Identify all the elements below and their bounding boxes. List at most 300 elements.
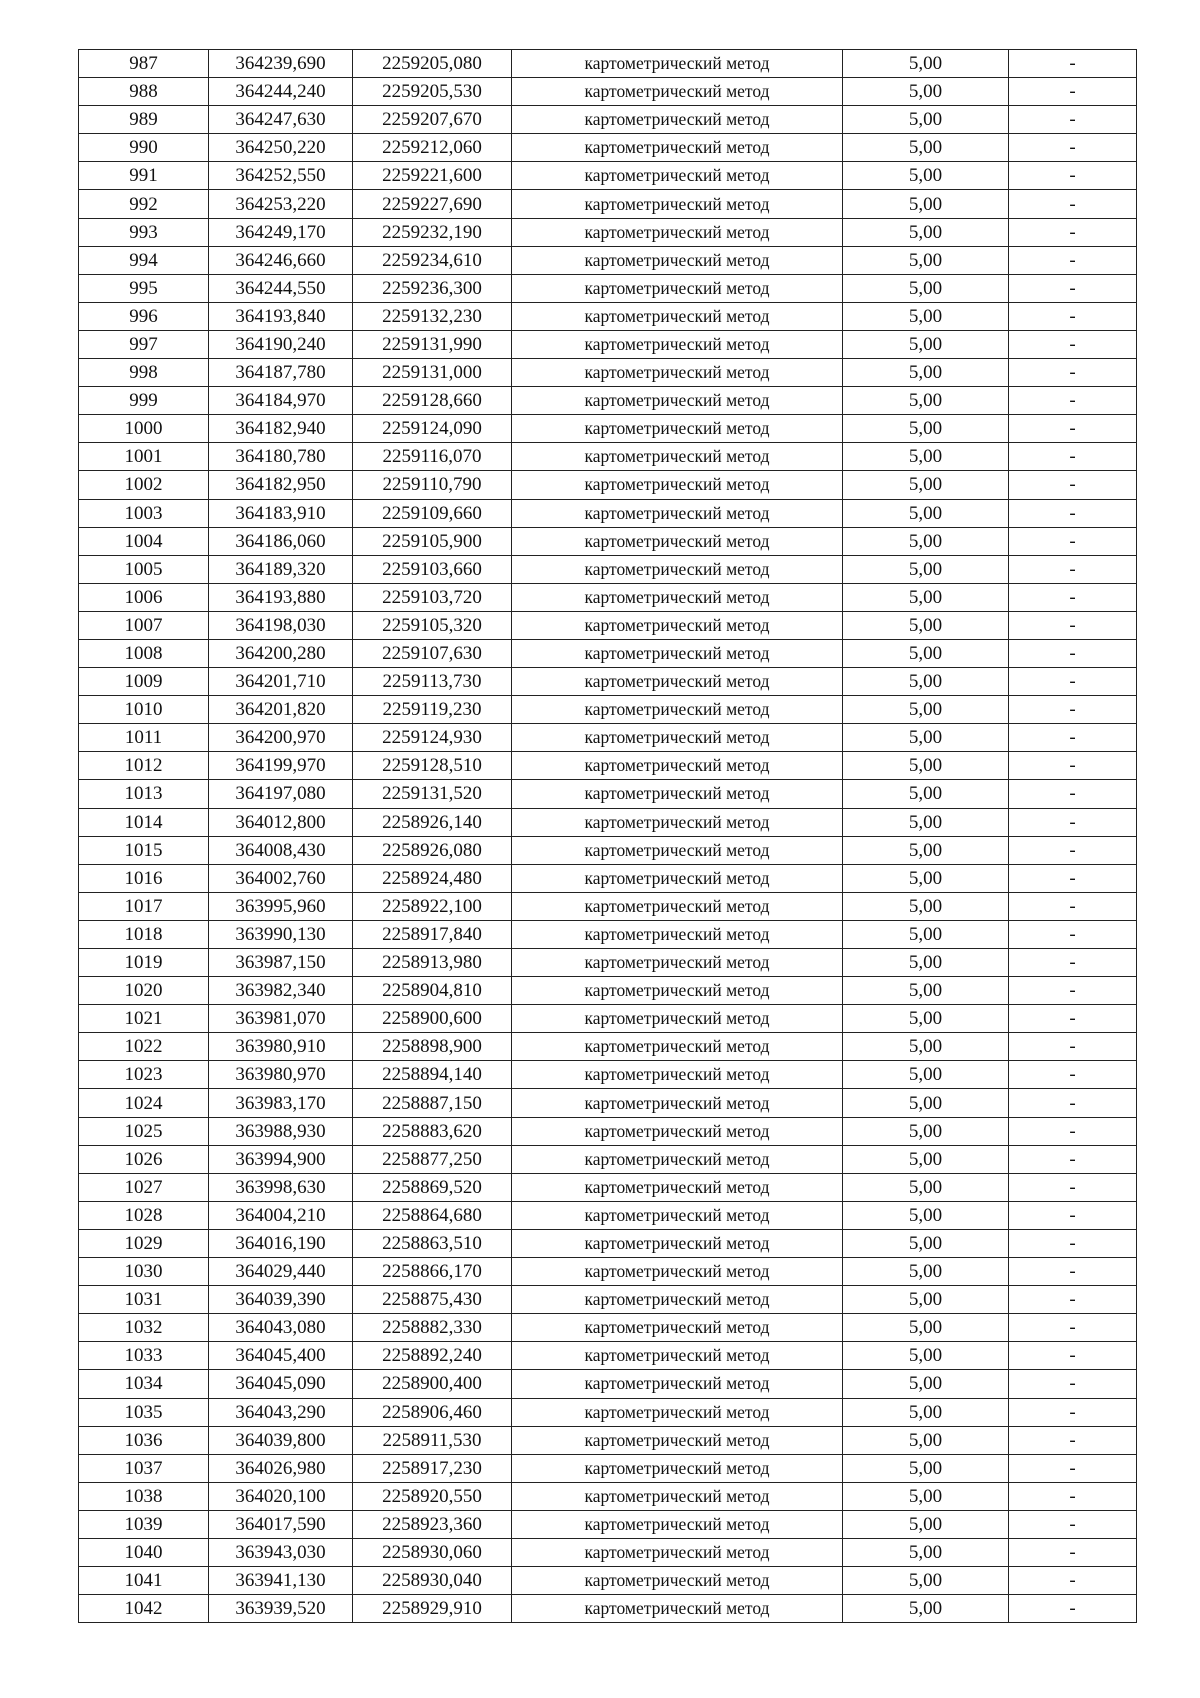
- table-row: [79, 1454, 1137, 1482]
- point-number-cell: 993: [79, 218, 209, 246]
- method-cell: картометрический метод: [512, 836, 843, 864]
- accuracy-cell: 5,00: [843, 752, 1009, 780]
- x-coordinate-cell: 363988,930: [209, 1117, 353, 1145]
- description-cell: -: [1009, 1033, 1137, 1061]
- table-row: [79, 864, 1137, 892]
- y-coordinate-cell: 2258926,080: [353, 836, 512, 864]
- accuracy-cell: 5,00: [843, 668, 1009, 696]
- y-coordinate-cell: 2258930,040: [353, 1567, 512, 1595]
- method-cell: картометрический метод: [512, 134, 843, 162]
- point-number-cell: 1009: [79, 668, 209, 696]
- x-coordinate-cell: 364247,630: [209, 106, 353, 134]
- accuracy-cell: 5,00: [843, 1286, 1009, 1314]
- method-cell: картометрический метод: [512, 527, 843, 555]
- point-number-cell: 1002: [79, 471, 209, 499]
- table-row: [79, 1061, 1137, 1089]
- table-row: [79, 1538, 1137, 1566]
- x-coordinate-cell: 364200,970: [209, 724, 353, 752]
- point-number-cell: 1014: [79, 808, 209, 836]
- y-coordinate-cell: 2258917,230: [353, 1454, 512, 1482]
- accuracy-cell: 5,00: [843, 162, 1009, 190]
- x-coordinate-cell: 364184,970: [209, 387, 353, 415]
- accuracy-cell: 5,00: [843, 1117, 1009, 1145]
- method-cell: картометрический метод: [512, 949, 843, 977]
- point-number-cell: 990: [79, 134, 209, 162]
- description-cell: -: [1009, 696, 1137, 724]
- table-row: [79, 218, 1137, 246]
- description-cell: -: [1009, 611, 1137, 639]
- x-coordinate-cell: 363939,520: [209, 1595, 353, 1623]
- point-number-cell: 1024: [79, 1089, 209, 1117]
- y-coordinate-cell: 2259128,510: [353, 752, 512, 780]
- method-cell: картометрический метод: [512, 668, 843, 696]
- description-cell: -: [1009, 639, 1137, 667]
- point-number-cell: 1032: [79, 1314, 209, 1342]
- description-cell: -: [1009, 949, 1137, 977]
- y-coordinate-cell: 2259109,660: [353, 499, 512, 527]
- table-row: [79, 162, 1137, 190]
- method-cell: картометрический метод: [512, 583, 843, 611]
- x-coordinate-cell: 364182,940: [209, 415, 353, 443]
- y-coordinate-cell: 2259107,630: [353, 639, 512, 667]
- method-cell: картометрический метод: [512, 920, 843, 948]
- y-coordinate-cell: 2259103,720: [353, 583, 512, 611]
- table-row: [79, 443, 1137, 471]
- table-row: [79, 611, 1137, 639]
- accuracy-cell: 5,00: [843, 836, 1009, 864]
- accuracy-cell: 5,00: [843, 50, 1009, 78]
- y-coordinate-cell: 2259236,300: [353, 274, 512, 302]
- accuracy-cell: 5,00: [843, 780, 1009, 808]
- y-coordinate-cell: 2259131,520: [353, 780, 512, 808]
- method-cell: картометрический метод: [512, 106, 843, 134]
- y-coordinate-cell: 2258913,980: [353, 949, 512, 977]
- table-row: [79, 696, 1137, 724]
- point-number-cell: 999: [79, 387, 209, 415]
- accuracy-cell: 5,00: [843, 190, 1009, 218]
- description-cell: -: [1009, 218, 1137, 246]
- x-coordinate-cell: 364249,170: [209, 218, 353, 246]
- method-cell: картометрический метод: [512, 1201, 843, 1229]
- y-coordinate-cell: 2258887,150: [353, 1089, 512, 1117]
- x-coordinate-cell: 364193,840: [209, 302, 353, 330]
- y-coordinate-cell: 2258920,550: [353, 1482, 512, 1510]
- x-coordinate-cell: 364186,060: [209, 527, 353, 555]
- x-coordinate-cell: 364246,660: [209, 246, 353, 274]
- accuracy-cell: 5,00: [843, 415, 1009, 443]
- description-cell: -: [1009, 387, 1137, 415]
- point-number-cell: 1034: [79, 1370, 209, 1398]
- accuracy-cell: 5,00: [843, 1454, 1009, 1482]
- method-cell: картометрический метод: [512, 1398, 843, 1426]
- description-cell: -: [1009, 162, 1137, 190]
- coordinates-table-body: [79, 50, 1137, 1623]
- table-row: [79, 1510, 1137, 1538]
- description-cell: -: [1009, 471, 1137, 499]
- method-cell: картометрический метод: [512, 50, 843, 78]
- point-number-cell: 995: [79, 274, 209, 302]
- y-coordinate-cell: 2258926,140: [353, 808, 512, 836]
- point-number-cell: 1019: [79, 949, 209, 977]
- point-number-cell: 997: [79, 330, 209, 358]
- x-coordinate-cell: 364008,430: [209, 836, 353, 864]
- table-row: [79, 752, 1137, 780]
- table-row: [79, 471, 1137, 499]
- table-row: [79, 1595, 1137, 1623]
- y-coordinate-cell: 2258930,060: [353, 1538, 512, 1566]
- point-number-cell: 1031: [79, 1286, 209, 1314]
- y-coordinate-cell: 2258922,100: [353, 892, 512, 920]
- accuracy-cell: 5,00: [843, 1567, 1009, 1595]
- description-cell: -: [1009, 359, 1137, 387]
- accuracy-cell: 5,00: [843, 1482, 1009, 1510]
- point-number-cell: 1004: [79, 527, 209, 555]
- description-cell: -: [1009, 1482, 1137, 1510]
- accuracy-cell: 5,00: [843, 106, 1009, 134]
- description-cell: -: [1009, 1538, 1137, 1566]
- method-cell: картометрический метод: [512, 443, 843, 471]
- table-row: [79, 106, 1137, 134]
- y-coordinate-cell: 2259132,230: [353, 302, 512, 330]
- point-number-cell: 1013: [79, 780, 209, 808]
- method-cell: картометрический метод: [512, 190, 843, 218]
- description-cell: -: [1009, 1229, 1137, 1257]
- y-coordinate-cell: 2258875,430: [353, 1286, 512, 1314]
- description-cell: -: [1009, 499, 1137, 527]
- point-number-cell: 1021: [79, 1005, 209, 1033]
- accuracy-cell: 5,00: [843, 1258, 1009, 1286]
- accuracy-cell: 5,00: [843, 1314, 1009, 1342]
- accuracy-cell: 5,00: [843, 443, 1009, 471]
- table-row: [79, 1089, 1137, 1117]
- method-cell: картометрический метод: [512, 1145, 843, 1173]
- accuracy-cell: 5,00: [843, 330, 1009, 358]
- table-row: [79, 1005, 1137, 1033]
- accuracy-cell: 5,00: [843, 1426, 1009, 1454]
- point-number-cell: 1025: [79, 1117, 209, 1145]
- table-row: [79, 892, 1137, 920]
- x-coordinate-cell: 364180,780: [209, 443, 353, 471]
- point-number-cell: 1035: [79, 1398, 209, 1426]
- y-coordinate-cell: 2259131,000: [353, 359, 512, 387]
- accuracy-cell: 5,00: [843, 1145, 1009, 1173]
- method-cell: картометрический метод: [512, 1286, 843, 1314]
- method-cell: картометрический метод: [512, 415, 843, 443]
- x-coordinate-cell: 364197,080: [209, 780, 353, 808]
- table-row: [79, 1398, 1137, 1426]
- description-cell: -: [1009, 1567, 1137, 1595]
- point-number-cell: 992: [79, 190, 209, 218]
- accuracy-cell: 5,00: [843, 302, 1009, 330]
- accuracy-cell: 5,00: [843, 1538, 1009, 1566]
- y-coordinate-cell: 2258869,520: [353, 1173, 512, 1201]
- x-coordinate-cell: 364250,220: [209, 134, 353, 162]
- description-cell: -: [1009, 1173, 1137, 1201]
- description-cell: -: [1009, 50, 1137, 78]
- y-coordinate-cell: 2259131,990: [353, 330, 512, 358]
- table-row: [79, 639, 1137, 667]
- x-coordinate-cell: 364189,320: [209, 555, 353, 583]
- x-coordinate-cell: 364182,950: [209, 471, 353, 499]
- accuracy-cell: 5,00: [843, 387, 1009, 415]
- accuracy-cell: 5,00: [843, 639, 1009, 667]
- description-cell: -: [1009, 302, 1137, 330]
- x-coordinate-cell: 363982,340: [209, 977, 353, 1005]
- accuracy-cell: 5,00: [843, 611, 1009, 639]
- table-row: [79, 1342, 1137, 1370]
- description-cell: -: [1009, 1286, 1137, 1314]
- y-coordinate-cell: 2258898,900: [353, 1033, 512, 1061]
- description-cell: -: [1009, 106, 1137, 134]
- point-number-cell: 1012: [79, 752, 209, 780]
- point-number-cell: 1000: [79, 415, 209, 443]
- x-coordinate-cell: 364039,800: [209, 1426, 353, 1454]
- method-cell: картометрический метод: [512, 1258, 843, 1286]
- table-row: [79, 583, 1137, 611]
- accuracy-cell: 5,00: [843, 977, 1009, 1005]
- x-coordinate-cell: 364244,240: [209, 78, 353, 106]
- x-coordinate-cell: 364020,100: [209, 1482, 353, 1510]
- table-row: [79, 1201, 1137, 1229]
- table-row: [79, 808, 1137, 836]
- point-number-cell: 1030: [79, 1258, 209, 1286]
- y-coordinate-cell: 2258917,840: [353, 920, 512, 948]
- y-coordinate-cell: 2258924,480: [353, 864, 512, 892]
- point-number-cell: 1040: [79, 1538, 209, 1566]
- description-cell: -: [1009, 808, 1137, 836]
- point-number-cell: 1001: [79, 443, 209, 471]
- x-coordinate-cell: 363983,170: [209, 1089, 353, 1117]
- description-cell: -: [1009, 977, 1137, 1005]
- table-row: [79, 1314, 1137, 1342]
- point-number-cell: 1003: [79, 499, 209, 527]
- method-cell: картометрический метод: [512, 246, 843, 274]
- y-coordinate-cell: 2258923,360: [353, 1510, 512, 1538]
- point-number-cell: 1017: [79, 892, 209, 920]
- method-cell: картометрический метод: [512, 1089, 843, 1117]
- point-number-cell: 1011: [79, 724, 209, 752]
- y-coordinate-cell: 2258882,330: [353, 1314, 512, 1342]
- y-coordinate-cell: 2259205,530: [353, 78, 512, 106]
- method-cell: картометрический метод: [512, 1567, 843, 1595]
- y-coordinate-cell: 2259234,610: [353, 246, 512, 274]
- point-number-cell: 1042: [79, 1595, 209, 1623]
- method-cell: картометрический метод: [512, 1173, 843, 1201]
- point-number-cell: 989: [79, 106, 209, 134]
- accuracy-cell: 5,00: [843, 78, 1009, 106]
- table-row: [79, 920, 1137, 948]
- description-cell: -: [1009, 668, 1137, 696]
- x-coordinate-cell: 364045,090: [209, 1370, 353, 1398]
- method-cell: картометрический метод: [512, 611, 843, 639]
- accuracy-cell: 5,00: [843, 555, 1009, 583]
- description-cell: -: [1009, 1089, 1137, 1117]
- x-coordinate-cell: 364193,880: [209, 583, 353, 611]
- accuracy-cell: 5,00: [843, 274, 1009, 302]
- method-cell: картометрический метод: [512, 387, 843, 415]
- method-cell: картометрический метод: [512, 1510, 843, 1538]
- description-cell: -: [1009, 724, 1137, 752]
- method-cell: картометрический метод: [512, 1342, 843, 1370]
- table-row: [79, 1426, 1137, 1454]
- method-cell: картометрический метод: [512, 499, 843, 527]
- table-row: [79, 190, 1137, 218]
- point-number-cell: 1041: [79, 1567, 209, 1595]
- description-cell: -: [1009, 527, 1137, 555]
- y-coordinate-cell: 2259128,660: [353, 387, 512, 415]
- method-cell: картометрический метод: [512, 1454, 843, 1482]
- x-coordinate-cell: 363941,130: [209, 1567, 353, 1595]
- accuracy-cell: 5,00: [843, 1033, 1009, 1061]
- description-cell: -: [1009, 864, 1137, 892]
- x-coordinate-cell: 364244,550: [209, 274, 353, 302]
- method-cell: картометрический метод: [512, 330, 843, 358]
- description-cell: -: [1009, 1370, 1137, 1398]
- table-row: [79, 1033, 1137, 1061]
- y-coordinate-cell: 2259227,690: [353, 190, 512, 218]
- point-number-cell: 987: [79, 50, 209, 78]
- point-number-cell: 1008: [79, 639, 209, 667]
- y-coordinate-cell: 2259113,730: [353, 668, 512, 696]
- description-cell: -: [1009, 246, 1137, 274]
- method-cell: картометрический метод: [512, 1314, 843, 1342]
- method-cell: картометрический метод: [512, 808, 843, 836]
- method-cell: картометрический метод: [512, 1538, 843, 1566]
- x-coordinate-cell: 364043,290: [209, 1398, 353, 1426]
- point-number-cell: 1027: [79, 1173, 209, 1201]
- y-coordinate-cell: 2258864,680: [353, 1201, 512, 1229]
- accuracy-cell: 5,00: [843, 499, 1009, 527]
- method-cell: картометрический метод: [512, 162, 843, 190]
- y-coordinate-cell: 2258877,250: [353, 1145, 512, 1173]
- y-coordinate-cell: 2258883,620: [353, 1117, 512, 1145]
- point-number-cell: 1037: [79, 1454, 209, 1482]
- x-coordinate-cell: 363980,910: [209, 1033, 353, 1061]
- method-cell: картометрический метод: [512, 639, 843, 667]
- method-cell: картометрический метод: [512, 1005, 843, 1033]
- x-coordinate-cell: 363994,900: [209, 1145, 353, 1173]
- x-coordinate-cell: 364045,400: [209, 1342, 353, 1370]
- table-row: [79, 1482, 1137, 1510]
- accuracy-cell: 5,00: [843, 1510, 1009, 1538]
- y-coordinate-cell: 2259119,230: [353, 696, 512, 724]
- x-coordinate-cell: 364187,780: [209, 359, 353, 387]
- point-number-cell: 1018: [79, 920, 209, 948]
- y-coordinate-cell: 2258929,910: [353, 1595, 512, 1623]
- point-number-cell: 1006: [79, 583, 209, 611]
- accuracy-cell: 5,00: [843, 1595, 1009, 1623]
- accuracy-cell: 5,00: [843, 696, 1009, 724]
- table-row: [79, 949, 1137, 977]
- table-row: [79, 1145, 1137, 1173]
- description-cell: -: [1009, 1426, 1137, 1454]
- accuracy-cell: 5,00: [843, 920, 1009, 948]
- x-coordinate-cell: 364017,590: [209, 1510, 353, 1538]
- x-coordinate-cell: 364201,710: [209, 668, 353, 696]
- table-row: [79, 836, 1137, 864]
- method-cell: картометрический метод: [512, 1595, 843, 1623]
- method-cell: картометрический метод: [512, 724, 843, 752]
- description-cell: -: [1009, 920, 1137, 948]
- description-cell: -: [1009, 415, 1137, 443]
- method-cell: картометрический метод: [512, 1426, 843, 1454]
- accuracy-cell: 5,00: [843, 892, 1009, 920]
- x-coordinate-cell: 364201,820: [209, 696, 353, 724]
- method-cell: картометрический метод: [512, 218, 843, 246]
- y-coordinate-cell: 2259124,930: [353, 724, 512, 752]
- coordinates-table: [78, 49, 1137, 1623]
- accuracy-cell: 5,00: [843, 1398, 1009, 1426]
- method-cell: картометрический метод: [512, 752, 843, 780]
- y-coordinate-cell: 2259103,660: [353, 555, 512, 583]
- x-coordinate-cell: 364252,550: [209, 162, 353, 190]
- table-row: [79, 1229, 1137, 1257]
- y-coordinate-cell: 2258900,400: [353, 1370, 512, 1398]
- point-number-cell: 1016: [79, 864, 209, 892]
- y-coordinate-cell: 2259105,900: [353, 527, 512, 555]
- x-coordinate-cell: 364039,390: [209, 1286, 353, 1314]
- y-coordinate-cell: 2259212,060: [353, 134, 512, 162]
- description-cell: -: [1009, 330, 1137, 358]
- accuracy-cell: 5,00: [843, 134, 1009, 162]
- table-row: [79, 724, 1137, 752]
- description-cell: -: [1009, 780, 1137, 808]
- x-coordinate-cell: 363980,970: [209, 1061, 353, 1089]
- point-number-cell: 1010: [79, 696, 209, 724]
- x-coordinate-cell: 364004,210: [209, 1201, 353, 1229]
- accuracy-cell: 5,00: [843, 527, 1009, 555]
- x-coordinate-cell: 363990,130: [209, 920, 353, 948]
- table-row: [79, 50, 1137, 78]
- description-cell: -: [1009, 1061, 1137, 1089]
- x-coordinate-cell: 364253,220: [209, 190, 353, 218]
- method-cell: картометрический метод: [512, 471, 843, 499]
- x-coordinate-cell: 363943,030: [209, 1538, 353, 1566]
- table-row: [79, 1258, 1137, 1286]
- description-cell: -: [1009, 892, 1137, 920]
- point-number-cell: 988: [79, 78, 209, 106]
- table-row: [79, 499, 1137, 527]
- method-cell: картометрический метод: [512, 359, 843, 387]
- description-cell: -: [1009, 134, 1137, 162]
- x-coordinate-cell: 364239,690: [209, 50, 353, 78]
- accuracy-cell: 5,00: [843, 1005, 1009, 1033]
- point-number-cell: 1023: [79, 1061, 209, 1089]
- point-number-cell: 1020: [79, 977, 209, 1005]
- x-coordinate-cell: 364190,240: [209, 330, 353, 358]
- method-cell: картометрический метод: [512, 1229, 843, 1257]
- table-row: [79, 1117, 1137, 1145]
- x-coordinate-cell: 363987,150: [209, 949, 353, 977]
- description-cell: -: [1009, 1510, 1137, 1538]
- method-cell: картометрический метод: [512, 864, 843, 892]
- accuracy-cell: 5,00: [843, 724, 1009, 752]
- method-cell: картометрический метод: [512, 892, 843, 920]
- table-row: [79, 977, 1137, 1005]
- method-cell: картометрический метод: [512, 274, 843, 302]
- method-cell: картометрический метод: [512, 78, 843, 106]
- method-cell: картометрический метод: [512, 1033, 843, 1061]
- table-row: [79, 1370, 1137, 1398]
- description-cell: -: [1009, 583, 1137, 611]
- accuracy-cell: 5,00: [843, 1089, 1009, 1117]
- accuracy-cell: 5,00: [843, 1370, 1009, 1398]
- table-row: [79, 1567, 1137, 1595]
- x-coordinate-cell: 364029,440: [209, 1258, 353, 1286]
- description-cell: -: [1009, 274, 1137, 302]
- method-cell: картометрический метод: [512, 302, 843, 330]
- point-number-cell: 1036: [79, 1426, 209, 1454]
